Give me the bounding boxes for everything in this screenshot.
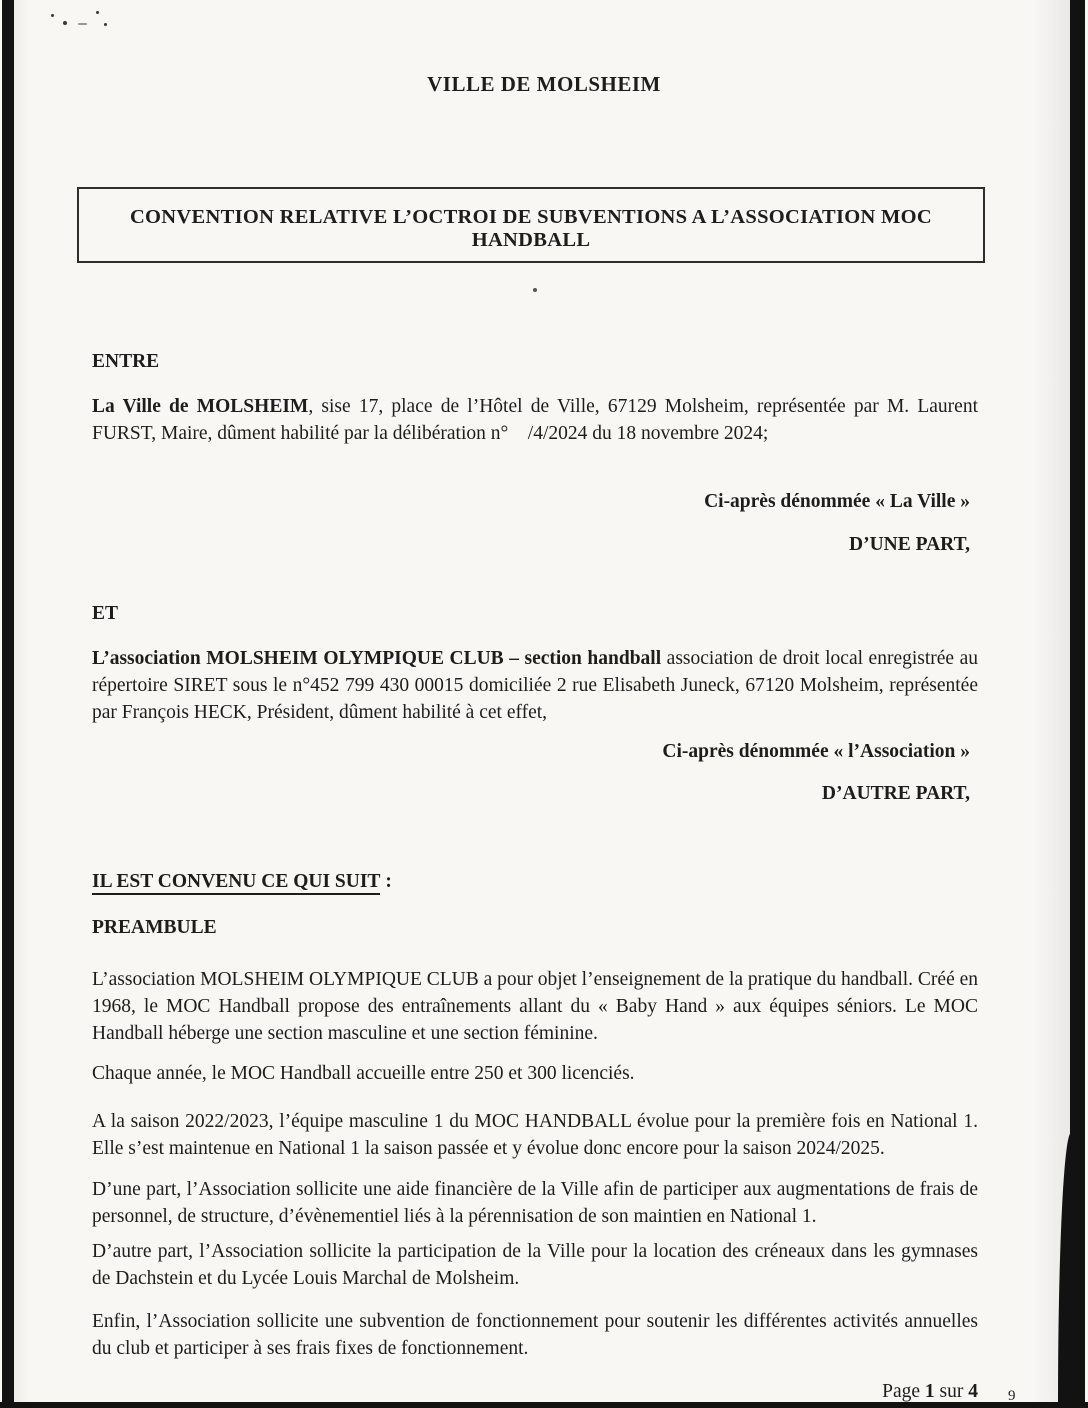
ville-denomination: Ci-après dénommée « La Ville »: [704, 491, 970, 512]
preambule-paragraph-5: D’autre part, l’Association sollicite la participation de la Ville pour la location des créneaux dans les gymnases de Dachstein et du Lycée Louis Marchal de Molsheim.: [92, 1241, 978, 1289]
preambule-paragraph-3: A la saison 2022/2023, l’équipe masculine 1 du MOC HANDBALL évolue pour la première fois en National 1. Elle s’est maintenue en National 1 la saison passée et y évolue donc encore pour la saison 2024/2025.: [92, 1111, 978, 1159]
preambule-paragraph-1: L’association MOLSHEIM OLYMPIQUE CLUB a pour objet l’enseignement de la pratique du handball. Créé en 1968, le MOC Handball propose des entraînements allant du « Baby Hand » aux équipes séniors. Le MOC Handball héberge une section masculine et une section féminine.: [92, 969, 979, 1044]
ville-paragraph-rest: , sise 17, place de l’Hôtel de Ville, 67129 Molsheim, représentée par M. Laurent FURST, Maire, dûment habilité par la délibération n° /4/2024 du 18 novembre 2024;: [92, 396, 978, 444]
association-paragraph: [92, 645, 978, 726]
scan-shadow-left: [14, 0, 28, 1408]
page-number-current: 1: [924, 1381, 935, 1402]
et-heading: ET: [92, 603, 119, 624]
scan-border-left: [2, 0, 14, 1408]
convenu-heading-text: IL EST CONVENU CE QUI SUIT: [92, 871, 380, 895]
document-title-box: [77, 187, 985, 263]
scan-dot: [533, 288, 537, 292]
preambule-heading: PREAMBULE: [92, 917, 217, 938]
convenu-heading-colon: :: [380, 871, 392, 892]
page-number-total: 4: [968, 1381, 978, 1402]
preambule-paragraph-4: D’une part, l’Association sollicite une aide financière de la Ville afin de participer aux augmentations de frais de personnel, de structure, d’évènementiel liés à la pérennisation de son maintien en National 1.: [92, 1179, 978, 1227]
scan-speck: [78, 23, 87, 25]
dautre-part-line: D’AUTRE PART,: [821, 783, 970, 804]
convenu-heading: [92, 871, 392, 893]
corner-handwritten-mark: 9: [1008, 1388, 1016, 1404]
scan-speck: [104, 23, 107, 26]
scan-speck: [96, 11, 99, 14]
scan-speck: [63, 21, 67, 25]
page-number-line: [92, 1381, 978, 1403]
association-denomination: Ci-après dénommée « l’Association »: [662, 741, 970, 762]
ville-paragraph: [92, 393, 978, 447]
association-paragraph-rest: association de droit local enregistrée au répertoire SIRET sous le n°452 799 430 00015 domiciliée 2 rue Elisabeth Juneck, 67120 Molsheim, représentée par François HECK, Président, dûment habilité à cet effet,: [92, 648, 979, 723]
scan-border-right: [1070, 0, 1085, 1408]
dune-part-line: D’UNE PART,: [849, 534, 970, 555]
preambule-paragraph-2: Chaque année, le MOC Handball accueille entre 250 et 300 licenciés.: [92, 1063, 635, 1084]
association-paragraph-lead: L’association MOLSHEIM OLYMPIQUE CLUB – section handball: [92, 648, 662, 669]
document-header: VILLE DE MOLSHEIM: [427, 72, 661, 96]
page-number-separator: sur: [934, 1381, 969, 1402]
entre-heading: ENTRE: [92, 351, 160, 372]
document-title: CONVENTION RELATIVE L’OCTROI DE SUBVENTIONS A L’ASSOCIATION MOC HANDBALL: [129, 206, 933, 251]
page-number-prefix: Page: [882, 1381, 925, 1402]
preambule-paragraph-6: Enfin, l’Association sollicite une subvention de fonctionnement pour soutenir les différentes activités annuelles du club et participer à ses frais fixes de fonctionnement.: [92, 1311, 978, 1359]
scan-speck: [51, 14, 54, 17]
ville-paragraph-lead: La Ville de MOLSHEIM: [92, 396, 309, 417]
